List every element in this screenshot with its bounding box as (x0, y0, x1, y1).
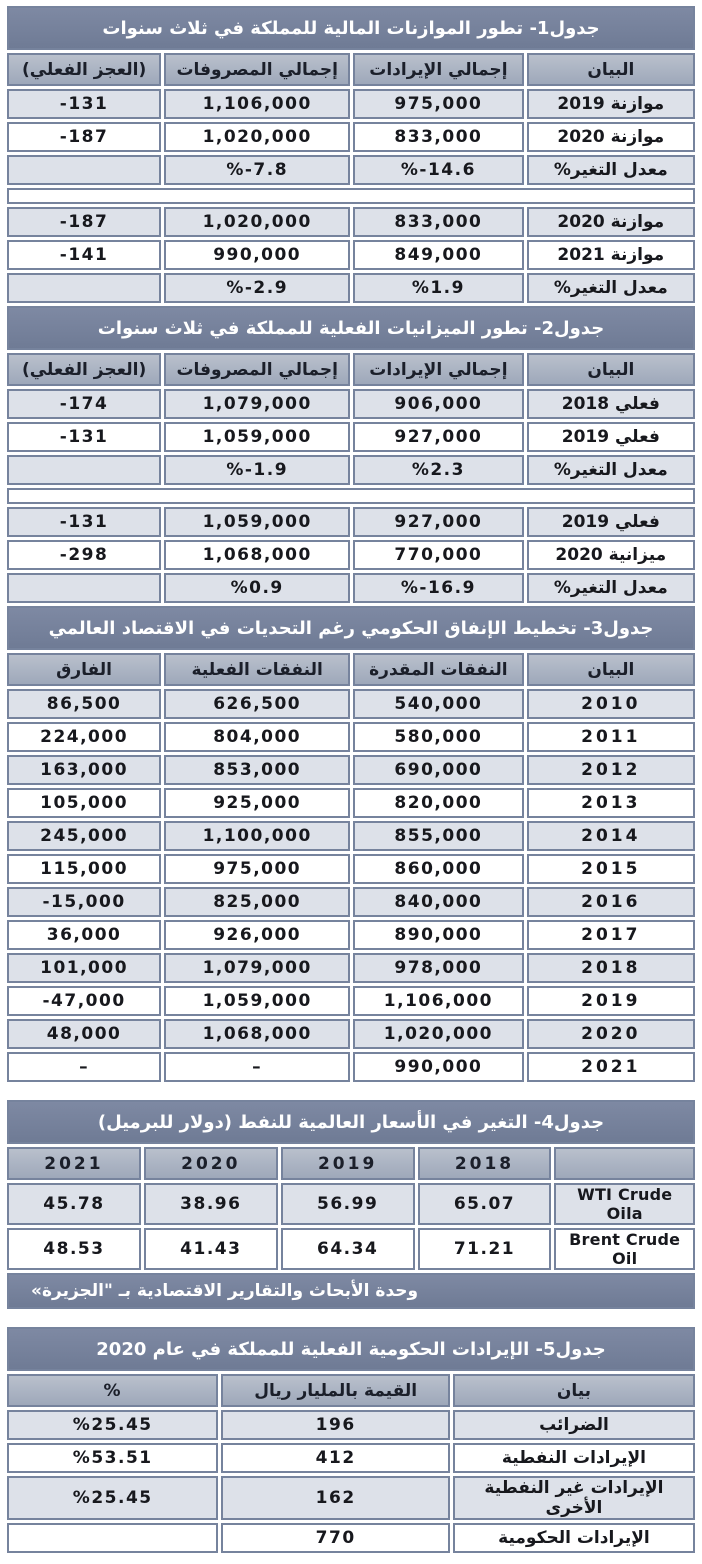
row-label: الإيرادات النفطية (453, 1443, 695, 1473)
cell-value: 1,020,000 (164, 207, 350, 237)
cell-value: 1,079,000 (164, 953, 350, 983)
cell-value: 101,000 (7, 953, 161, 983)
table-row (7, 1052, 695, 1082)
cell-value: 1,106,000 (353, 986, 523, 1016)
table-row (7, 389, 695, 419)
cell-value: 1,106,000 (164, 89, 350, 119)
cell-value: 927,000 (353, 507, 523, 537)
col-header: البيان (527, 653, 695, 686)
cell-value: – (7, 1052, 161, 1082)
row-label: Brent Crude Oil (554, 1228, 695, 1270)
cell-value: -15,000 (7, 887, 161, 917)
row-label: معدل التغير% (527, 273, 695, 303)
table-row (7, 1273, 695, 1309)
table4-title: جدول4- التغير في الأسعار العالمية للنفط (دولار للبرميل) (7, 1100, 695, 1144)
cell-value: 64.34 (281, 1228, 415, 1270)
table-row (7, 653, 695, 686)
cell-value: 860,000 (353, 854, 523, 884)
cell-value: 804,000 (164, 722, 350, 752)
row-label: فعلي 2018 (527, 389, 695, 419)
cell-value: 770 (221, 1523, 449, 1553)
cell-value: 1,079,000 (164, 389, 350, 419)
table-row (7, 455, 695, 485)
table-row (7, 755, 695, 785)
cell-value: 1,068,000 (164, 540, 350, 570)
col-header: 2021 (7, 1147, 141, 1180)
cell-value: 36,000 (7, 920, 161, 950)
row-label: موازنة 2020 (527, 122, 695, 152)
cell-value: 1,059,000 (164, 422, 350, 452)
cell-value: %-16.9 (353, 573, 523, 603)
table-row (7, 854, 695, 884)
table2-title: جدول2- تطور الميزانيات الفعلية للمملكة في ثلاث سنوات (7, 306, 695, 350)
col-header: (العجز الفعلي) (7, 353, 161, 386)
table-row (7, 821, 695, 851)
table-row (7, 1374, 695, 1407)
cell-value: %25.45 (7, 1410, 218, 1440)
cell-value: 978,000 (353, 953, 523, 983)
table-row (7, 540, 695, 570)
table5-title: جدول5- الإيرادات الحكومية الفعلية للمملكة في عام 2020 (7, 1327, 695, 1371)
cell-value: 1,068,000 (164, 1019, 350, 1049)
col-header: الفارق (7, 653, 161, 686)
table1-title: جدول1- تطور الموازنات المالية للمملكة في ثلاث سنوات (7, 6, 695, 50)
row-label: الضرائب (453, 1410, 695, 1440)
table-row (7, 1100, 695, 1144)
cell-value: 45.78 (7, 1183, 141, 1225)
table-row (7, 155, 695, 185)
table-row (7, 188, 695, 204)
table-row (7, 306, 695, 350)
cell-value: 626,500 (164, 689, 350, 719)
cell-value: -47,000 (7, 986, 161, 1016)
col-header: 2018 (418, 1147, 552, 1180)
table-row (7, 573, 695, 603)
cell-value: 833,000 (353, 207, 523, 237)
cell-value: %25.45 (7, 1476, 218, 1520)
table-row (7, 122, 695, 152)
table-row (7, 240, 695, 270)
table-row (7, 1476, 695, 1520)
col-header: النفقات الفعلية (164, 653, 350, 686)
table-row (7, 1443, 695, 1473)
table-row (7, 1228, 695, 1270)
row-label: 2020 (527, 1019, 695, 1049)
cell-value: 853,000 (164, 755, 350, 785)
cell-value: 975,000 (353, 89, 523, 119)
cell-value: 56.99 (281, 1183, 415, 1225)
row-label: 2016 (527, 887, 695, 917)
cell-value (7, 155, 161, 185)
cell-value: 105,000 (7, 788, 161, 818)
row-label: معدل التغير% (527, 573, 695, 603)
cell-value (7, 1523, 218, 1553)
table-4 (4, 1097, 698, 1312)
col-header: 2020 (144, 1147, 278, 1180)
cell-value: 1,059,000 (164, 507, 350, 537)
row-label: 2014 (527, 821, 695, 851)
cell-value: 1,020,000 (353, 1019, 523, 1049)
cell-value: 820,000 (353, 788, 523, 818)
row-label: WTI Crude Oila (554, 1183, 695, 1225)
col-header: بيان (453, 1374, 695, 1407)
cell-value: 990,000 (164, 240, 350, 270)
table3-title: جدول3- تخطيط الإنفاق الحكومي رغم التحديات في الاقتصاد العالمي (7, 606, 695, 650)
cell-value: 849,000 (353, 240, 523, 270)
col-header: 2019 (281, 1147, 415, 1180)
cell-value: 38.96 (144, 1183, 278, 1225)
table-row (7, 953, 695, 983)
cell-value: 163,000 (7, 755, 161, 785)
row-label: معدل التغير% (527, 155, 695, 185)
cell-value: 245,000 (7, 821, 161, 851)
row-label: 2011 (527, 722, 695, 752)
table-row (7, 689, 695, 719)
col-header: إجمالي المصروفات (164, 353, 350, 386)
cell-value: -131 (7, 507, 161, 537)
cell-value: 770,000 (353, 540, 523, 570)
col-header: % (7, 1374, 218, 1407)
cell-value: 840,000 (353, 887, 523, 917)
cell-value: 41.43 (144, 1228, 278, 1270)
col-header: القيمة بالمليار ريال (221, 1374, 449, 1407)
separator-row (7, 188, 695, 204)
col-header: (العجز الفعلي) (7, 53, 161, 86)
cell-value: 1,100,000 (164, 821, 350, 851)
cell-value: %53.51 (7, 1443, 218, 1473)
cell-value: -131 (7, 89, 161, 119)
table-row (7, 488, 695, 504)
col-header (554, 1147, 695, 1180)
row-label: موازنة 2021 (527, 240, 695, 270)
table-row (7, 1147, 695, 1180)
table-row (7, 1523, 695, 1553)
cell-value: 855,000 (353, 821, 523, 851)
cell-value: %2.3 (353, 455, 523, 485)
table-row (7, 53, 695, 86)
table-row (7, 986, 695, 1016)
cell-value: %-7.8 (164, 155, 350, 185)
row-label: موازنة 2019 (527, 89, 695, 119)
table-row (7, 788, 695, 818)
table-5 (4, 1324, 698, 1556)
col-header: النفقات المقدرة (353, 653, 523, 686)
cell-value: 65.07 (418, 1183, 552, 1225)
table-row (7, 606, 695, 650)
cell-value: -131 (7, 422, 161, 452)
separator-row (7, 488, 695, 504)
row-label: 2012 (527, 755, 695, 785)
cell-value: 162 (221, 1476, 449, 1520)
cell-value: 975,000 (164, 854, 350, 884)
cell-value: 580,000 (353, 722, 523, 752)
table-row (7, 207, 695, 237)
col-header: إجمالي الإيرادات (353, 53, 523, 86)
cell-value: 1,059,000 (164, 986, 350, 1016)
row-label: 2018 (527, 953, 695, 983)
row-label: 2015 (527, 854, 695, 884)
cell-value: 925,000 (164, 788, 350, 818)
cell-value (7, 455, 161, 485)
cell-value: 825,000 (164, 887, 350, 917)
row-label: 2010 (527, 689, 695, 719)
cell-value: %-1.9 (164, 455, 350, 485)
cell-value: – (164, 1052, 350, 1082)
table-row (7, 1410, 695, 1440)
cell-value: -298 (7, 540, 161, 570)
cell-value: 48,000 (7, 1019, 161, 1049)
table-row (7, 1019, 695, 1049)
table-row (7, 507, 695, 537)
col-header: إجمالي الإيرادات (353, 353, 523, 386)
cell-value: 1,020,000 (164, 122, 350, 152)
table-row (7, 353, 695, 386)
table-row (7, 887, 695, 917)
col-header: البيان (527, 53, 695, 86)
cell-value: 224,000 (7, 722, 161, 752)
row-label: 2017 (527, 920, 695, 950)
cell-value: %-2.9 (164, 273, 350, 303)
cell-value: 71.21 (418, 1228, 552, 1270)
table-row (7, 273, 695, 303)
cell-value: %-14.6 (353, 155, 523, 185)
tables-1-2-3 (4, 3, 698, 1085)
cell-value: 540,000 (353, 689, 523, 719)
source-credit: وحدة الأبحاث والتقارير الاقتصادية بـ "الجزيرة» (7, 1273, 695, 1309)
cell-value: 115,000 (7, 854, 161, 884)
row-label: 2021 (527, 1052, 695, 1082)
cell-value: 196 (221, 1410, 449, 1440)
cell-value: 690,000 (353, 755, 523, 785)
cell-value: -174 (7, 389, 161, 419)
cell-value: 833,000 (353, 122, 523, 152)
row-label: معدل التغير% (527, 455, 695, 485)
cell-value: 890,000 (353, 920, 523, 950)
cell-value: 926,000 (164, 920, 350, 950)
row-label: الإيرادات الحكومية (453, 1523, 695, 1553)
cell-value: 906,000 (353, 389, 523, 419)
cell-value (7, 573, 161, 603)
table-row (7, 6, 695, 50)
cell-value: 86,500 (7, 689, 161, 719)
row-label: ميزانية 2020 (527, 540, 695, 570)
cell-value: %1.9 (353, 273, 523, 303)
cell-value: 48.53 (7, 1228, 141, 1270)
row-label: الإيرادات غير النفطية الأخرى (453, 1476, 695, 1520)
table-row (7, 920, 695, 950)
cell-value: -141 (7, 240, 161, 270)
row-label: فعلي 2019 (527, 507, 695, 537)
table-row (7, 1327, 695, 1371)
row-label: موازنة 2020 (527, 207, 695, 237)
row-label: 2013 (527, 788, 695, 818)
cell-value: -187 (7, 207, 161, 237)
cell-value: 927,000 (353, 422, 523, 452)
col-header: البيان (527, 353, 695, 386)
table-row (7, 422, 695, 452)
col-header: إجمالي المصروفات (164, 53, 350, 86)
cell-value: %0.9 (164, 573, 350, 603)
table-row (7, 1183, 695, 1225)
cell-value: -187 (7, 122, 161, 152)
table-row (7, 722, 695, 752)
cell-value (7, 273, 161, 303)
cell-value: 990,000 (353, 1052, 523, 1082)
cell-value: 412 (221, 1443, 449, 1473)
row-label: فعلي 2019 (527, 422, 695, 452)
row-label: 2019 (527, 986, 695, 1016)
table-row (7, 89, 695, 119)
